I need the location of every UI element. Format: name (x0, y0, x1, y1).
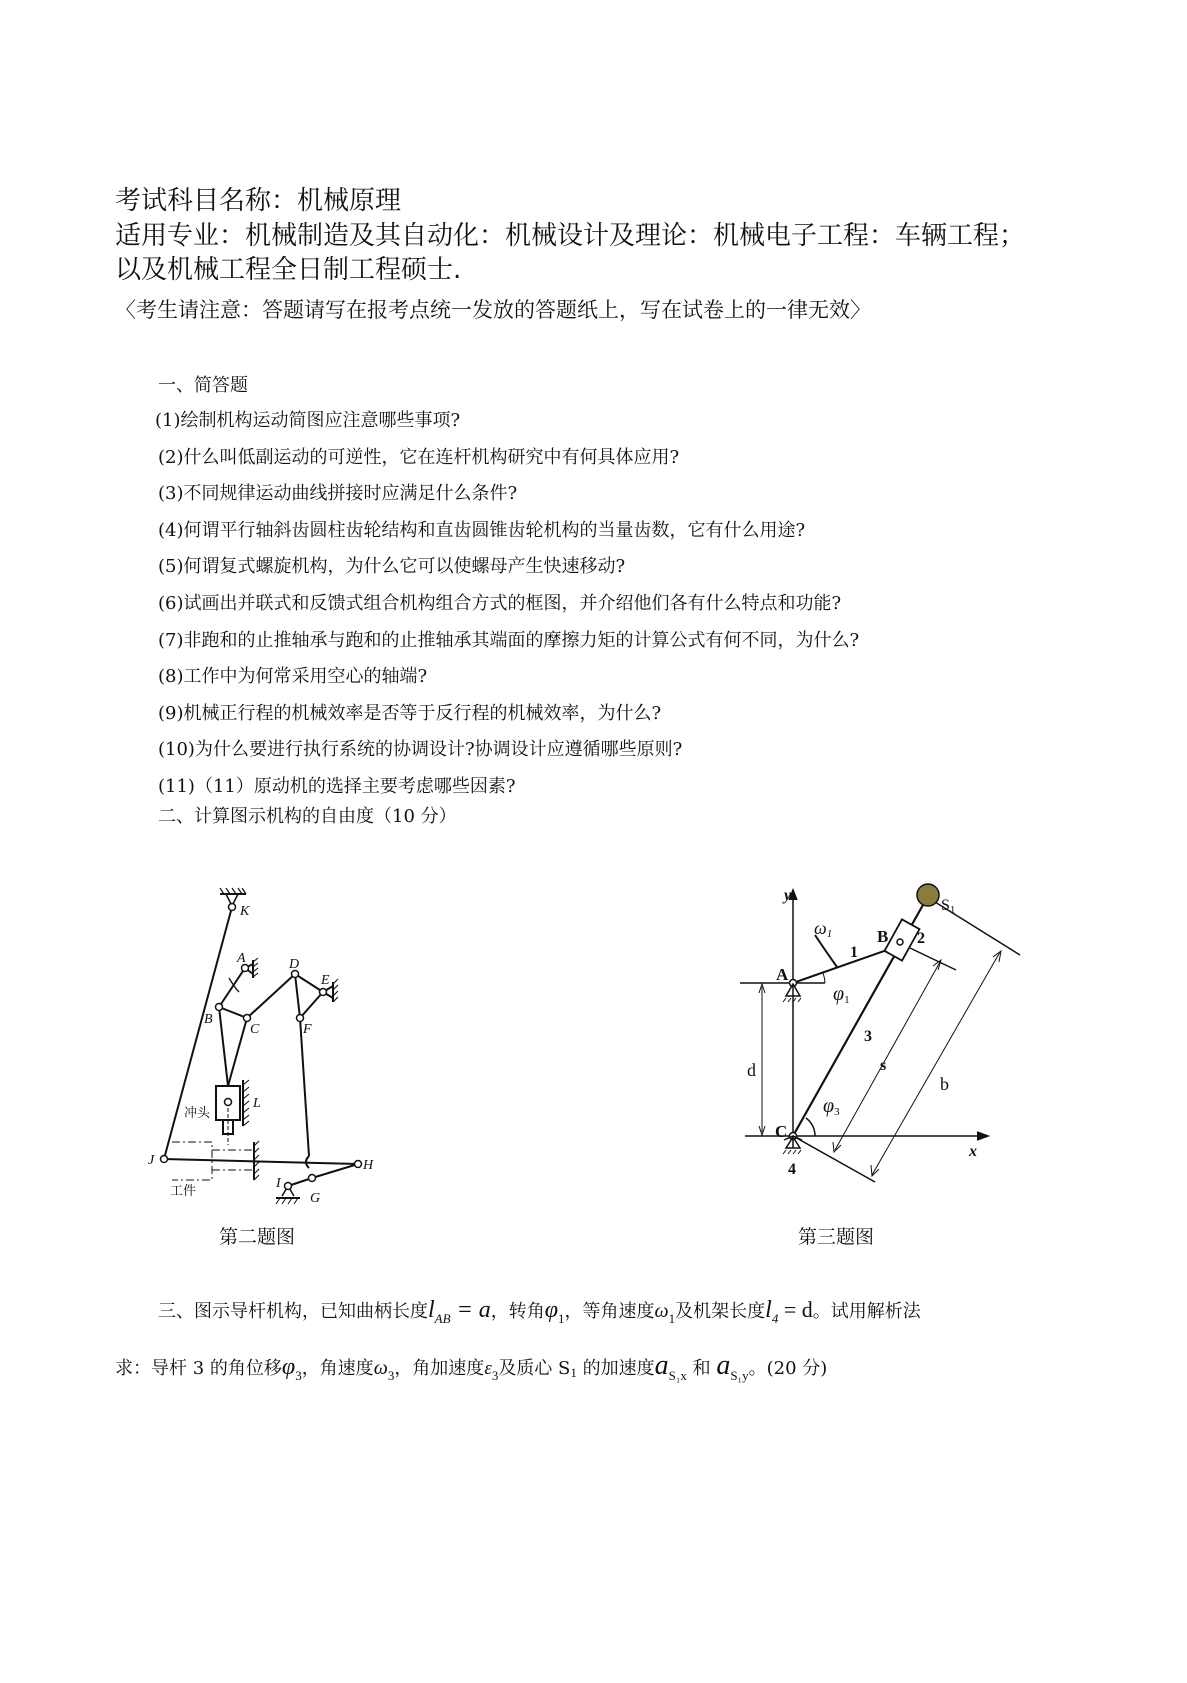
figure2-caption: 第二题图 (219, 1226, 296, 1248)
question-item: (5)何谓复式螺旋机构，为什么它可以使螺母产生快速移动? (158, 556, 626, 578)
label-d: D (289, 957, 300, 972)
label-h: H (363, 1158, 374, 1173)
label-phi1: φ (833, 983, 845, 1005)
label-s1-sub: 1 (949, 904, 956, 916)
label-s: s (880, 1057, 887, 1074)
math-omega1: ω (654, 1300, 669, 1322)
svg-text:ω1 (814, 918, 832, 940)
svg-text:S1 (941, 897, 955, 916)
label-y-axis: y (784, 887, 792, 904)
label-omega1-sub: 1 (826, 928, 833, 940)
question-item: (11)（11）原动机的选择主要考虑哪些因素? (158, 776, 516, 797)
question-item: (1)绘制机构运动简图应注意哪些事项? (155, 410, 461, 431)
label-punch: 冲头 (184, 1105, 211, 1120)
svg-text:φ1 (833, 983, 850, 1006)
question-item: (9)机械正行程的机械效率是否等于反行程的机械效率，为什么? (158, 702, 662, 724)
math-sub: AB (434, 1311, 451, 1326)
figure3-caption: 第三题图 (798, 1226, 875, 1248)
text: 三、图示导杆机构，已知曲柄长度 (158, 1301, 428, 1322)
math-epsilon3: ε (484, 1358, 492, 1379)
label-phi3: φ (823, 1095, 835, 1117)
question-item: (3)不同规律运动曲线拼接时应满足什么条件? (158, 483, 518, 505)
label-link-2: 2 (917, 930, 925, 947)
exam-notice: 〈考生请注意：答题请写在报考点统一发放的答题纸上，写在试卷上的一律无效〉 (115, 298, 871, 322)
math-sub: 1 (558, 1311, 565, 1326)
math-sub: 1 (570, 1365, 577, 1380)
label-phi1-sub: 1 (844, 994, 850, 1006)
text: ，角加速度 (394, 1358, 485, 1379)
math-sub: 3 (491, 1368, 499, 1383)
text: 求：导杆 3 的角位移 (115, 1358, 282, 1379)
math-phi3: φ (281, 1354, 296, 1380)
section1-title: 一、简答题 (158, 375, 248, 396)
question-item: (7)非跑和的止推轴承与跑和的止推轴承其端面的摩擦力矩的计算公式有何不同，为什么? (158, 629, 860, 651)
math-eq: = a (450, 1297, 491, 1323)
math-sub: 3 (387, 1368, 395, 1383)
text: 及质心 S (498, 1358, 571, 1379)
text: ，转角 (490, 1301, 545, 1322)
label-f: F (303, 1022, 312, 1037)
label-c: C (775, 1122, 788, 1141)
text: 。试用解析法 (812, 1301, 921, 1322)
label-c: C (250, 1022, 260, 1037)
math-sub: 4 (771, 1311, 779, 1326)
label-e: E (321, 973, 330, 988)
label-workpiece: 工件 (170, 1183, 197, 1198)
text: 的加速度 (576, 1358, 655, 1379)
question-item: (2)什么叫低副运动的可逆性，它在连杆机构研究中有何具体应用? (158, 446, 680, 468)
label-omega1: ω (814, 918, 827, 938)
applicable-majors-line1: 适用专业：机械制造及其自动化：机械设计及理论：机械电子工程：车辆工程； (115, 221, 1026, 251)
math-phi1: φ (544, 1297, 559, 1323)
label-link-4: 4 (788, 1161, 796, 1178)
question3-line1 (158, 1297, 921, 1327)
text: ，等角速度 (564, 1301, 655, 1322)
svg-text:φ3 (823, 1095, 840, 1118)
label-link-3: 3 (864, 1028, 872, 1045)
math-l: l (428, 1297, 435, 1323)
figure3-guide-bar-diagram (730, 880, 1050, 1200)
label-g: G (310, 1191, 321, 1206)
label-i: I (276, 1176, 281, 1191)
label-b: B (204, 1012, 213, 1027)
label-s1: S (941, 897, 950, 914)
math-sub: S₁y (730, 1368, 749, 1383)
label-j: J (148, 1153, 155, 1168)
text: 和 (686, 1358, 717, 1379)
label-k: K (240, 904, 250, 919)
applicable-majors-line2: 以及机械工程全日制工程硕士. (115, 255, 462, 285)
math-l4: l (765, 1297, 772, 1323)
math-sub: 1 (668, 1311, 676, 1326)
question-item: (10)为什么要进行执行系统的协调设计?协调设计应遵循哪些原则? (158, 739, 683, 761)
text: 。(20 分) (748, 1358, 828, 1379)
text: ，角速度 (301, 1358, 374, 1379)
label-a: A (776, 965, 789, 984)
question-item: (4)何谓平行轴斜齿圆柱齿轮结构和直齿圆锥齿轮机构的当量齿数，它有什么用途? (158, 519, 806, 541)
label-l: L (253, 1096, 261, 1111)
question3-line2 (115, 1350, 827, 1384)
math-sub: 3 (295, 1368, 302, 1383)
math-a-s1x: a (654, 1350, 669, 1381)
label-b-length: b (940, 1074, 949, 1094)
figure2-mechanism-diagram (140, 880, 400, 1220)
math-omega3: ω (373, 1357, 388, 1379)
question-item: (6)试画出并联式和反馈式组合机构组合方式的框图，并介绍他们各有什么特点和功能? (158, 593, 842, 614)
exam-subject: 考试科目名称：机械原理 (115, 186, 402, 216)
label-phi3-sub: 3 (834, 1106, 840, 1118)
mass-center-s1-icon (917, 884, 939, 906)
label-a: A (237, 951, 246, 966)
math-eq: = d (778, 1297, 813, 1322)
label-d: d (747, 1060, 756, 1080)
question-item: (8)工作中为何常采用空心的轴端? (158, 666, 428, 688)
math-sub: S₁x (668, 1368, 687, 1383)
math-a-s1y: a (716, 1350, 731, 1381)
label-link-1: 1 (850, 944, 858, 961)
section2-title: 二、计算图示机构的自由度（10 分） (158, 806, 457, 827)
label-x-axis: x (969, 1143, 977, 1160)
label-b: B (877, 927, 889, 946)
text: 及机架长度 (675, 1301, 766, 1322)
